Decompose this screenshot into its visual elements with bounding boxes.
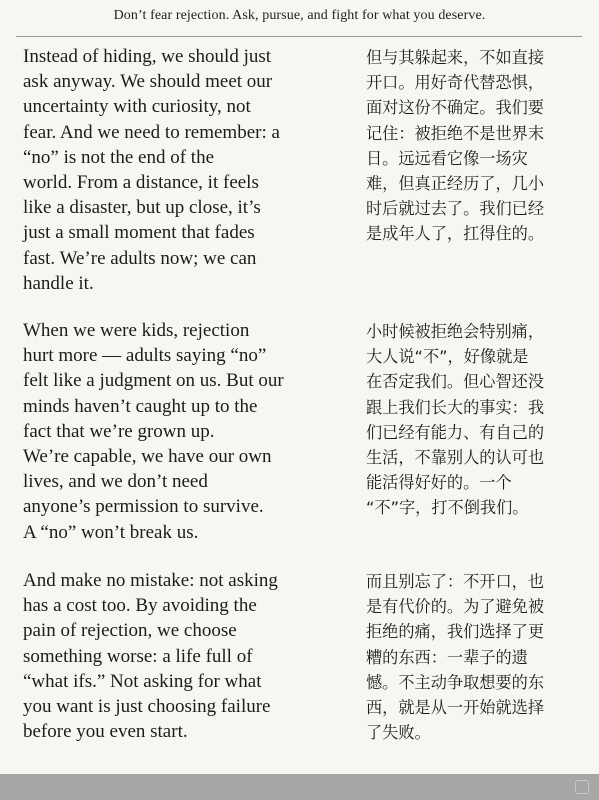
- bottom-bar: [0, 774, 599, 800]
- chinese-paragraph-1: 但与其躲起来，不如直接 开口。用好奇代替恐惧， 面对这份不确定。我们要 记住：被拒绝不是世界末 日。远远看它像一场灾 难，但真正经历了，几小 时后就过去了。我们已经 是成年人了，扛得住的。: [366, 48, 545, 244]
- english-paragraph-3: And make no mistake: not asking has a cost too. By avoiding the pain of rejection, we choose something worse: a life full of “what ifs.” Not asking for what you want is just choosing failure before you even start.: [23, 570, 278, 743]
- watermark-icon: [575, 780, 589, 794]
- english-paragraph-2: When we were kids, rejection hurt more — adults saying “no” felt like a judgment on us. But our minds haven’t caught up to the fact that we’re grown up. We’re capable, we have our own lives, and we don’t need anyone’s permission to survive. A “no” won’t break us.: [23, 320, 284, 543]
- header-divider: [16, 36, 582, 37]
- chinese-paragraph-3: 而且别忘了：不开口，也 是有代价的。为了避免被 拒绝的痛，我们选择了更 糟的东西：一辈子的遗 憾。不主动争取想要的东 西，就是从一开始就选择 了失败。: [366, 572, 545, 743]
- page-header: Don’t fear rejection. Ask, pursue, and fight for what you deserve.: [113, 8, 486, 23]
- chinese-paragraph-2: 小时候被拒绝会特别痛， 大人说“不”，好像就是 在否定我们。但心智还没 跟上我们长大的事实：我 们已经有能力、有自己的 生活，不靠别人的认可也 能活得好好的。一个 “不”字，打不倒我们。: [366, 322, 545, 518]
- english-paragraph-1: Instead of hiding, we should just ask anyway. We should meet our uncertainty with curiosity, not fear. And we need to remember: a “no” is not the end of the world. From a distance, it feels like a disaster, but up close, it’s just a small moment that fades fast. We’re adults now; we can handle it.: [23, 46, 280, 294]
